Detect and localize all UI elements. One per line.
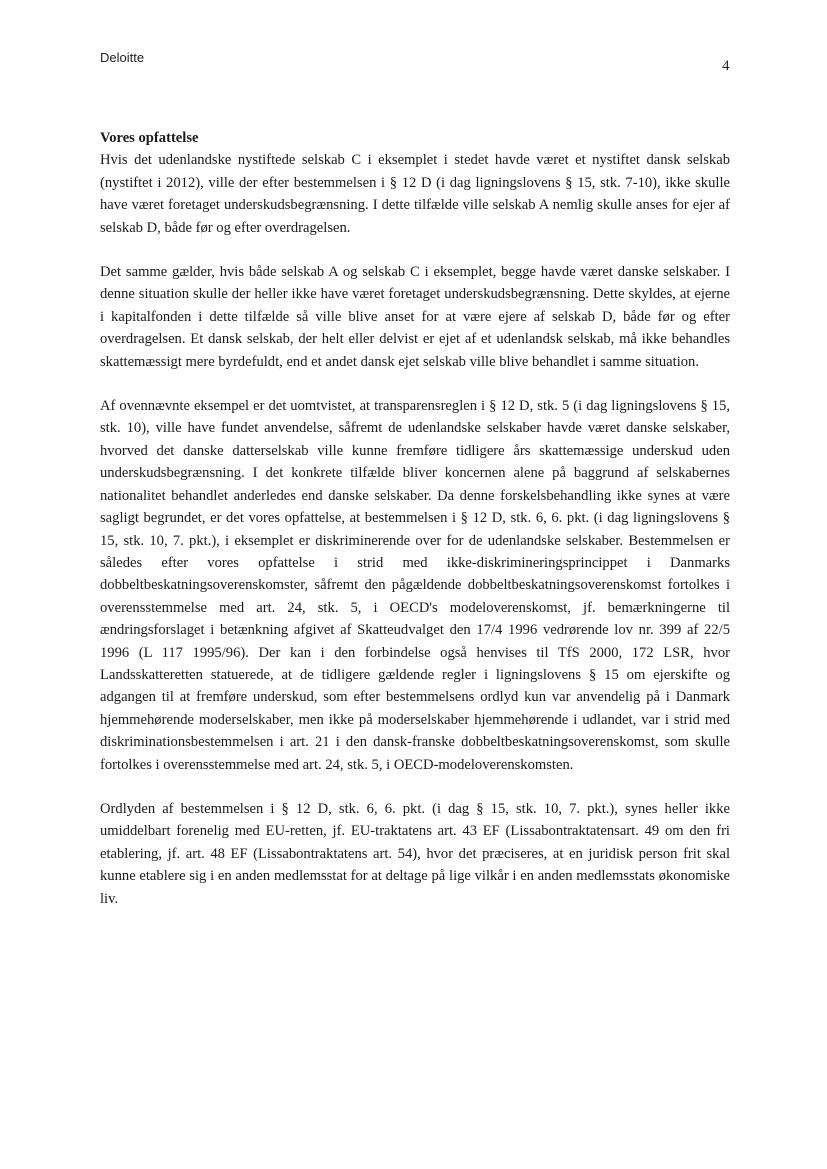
paragraph-1: Hvis det udenlandske nystiftede selskab C i eksemplet i stedet havde været et nystiftet dansk selskab (nystiftet i 2012), ville der efter bestemmelsen i § 12 D (i dag ligningslovens § 15, stk. 7-10), ikke skulle have været foretaget underskudsbegrænsning. I dette tilfælde ville selskab A nemlig skulle anses for ejer af selskab D, både før og efter overdragelsen. — [100, 152, 730, 236]
document-body — [100, 127, 730, 932]
paragraph-2: Det samme gælder, hvis både selskab A og selskab C i eksemplet, begge havde været danske selskaber. I denne situation skulle der heller ikke have været foretaget underskudsbegrænsning. Dette skyldes, at ejerne i kapitalfonden i dette tilfælde så ville blive anset for at være ejere af selskab D, både før og efter overdragelsen. Et dansk selskab, der helt eller delvist er ejet af et udenlandsk selskab, må ikke behandles skattemæssigt mere byrdefuldt, end et andet dansk ejet selskab ville blive behandlet i samme situation. — [100, 264, 730, 370]
page-number: 4 — [722, 58, 730, 74]
paragraph-3: Af ovennævnte eksempel er det uomtvistet, at transparensreglen i § 12 D, stk. 5 (i dag ligningslovens § 15, stk. 10), ville have fundet anvendelse, såfremt de udenlandske selskaber havde været danske selskaber, hvorved det danske datterselskab ville kunne fremføre tidligere års skattemæssige underskud uden underskudsbegrænsning. I det konkrete tilfælde bliver koncernen alene på baggrund af selskabernes nationalitet behandlet anderledes end danske selskaber. Da denne forskelsbehandling ikke synes at være sagligt begrundet, er det vores opfattelse, at bestemmelsen i § 12 D, stk. 6, 6. pkt. (i dag ligningslovens § 15, stk. 10, 7. pkt.), i eksemplet er diskriminerende over for de udenlandske selskaber. Bestemmelsen er således efter vores opfattelse i strid med ikke-diskrimineringsprincippet i Danmarks dobbeltbeskatningsoverenskomster, såfremt den pågældende dobbeltbeskatningsoverenskomst fortolkes i overensstemmelse med art. 24, stk. 5, i OECD's modeloverenskomst, jf. bemærkningerne til ændringsforslaget i betænkning afgivet af Skatteudvalget den 17/4 1996 vedrørende lov nr. 399 af 22/5 1996 (L 117 1995/96). Der kan i den forbindelse også henvises til TfS 2000, 172 LSR, hvor Landsskatteretten statuerede, at de tidligere gældende regler i ligningslovens § 15 om ejerskifte og adgangen til at fremføre underskud, som efter bestemmelsens ordlyd kun var anvendelig på i Danmark hjemmehørende moderselskaber, men ikke på moderselskaber hjemmehørende i udlandet, var i strid med diskriminationsbestemmelsen i art. 21 i den dansk-franske dobbeltbeskatningsoverenskomst, som skulle fortolkes i overensstemmelse med art. 24, stk. 5, i OECD-modeloverenskomsten. — [100, 398, 730, 773]
paragraph-4: Ordlyden af bestemmelsen i § 12 D, stk. 6, 6. pkt. (i dag § 15, stk. 10, 7. pkt.), synes heller ikke umiddelbart forenelig med EU-retten, jf. EU-traktatens art. 43 EF (Lissabontraktatensart. 49 om den fri etablering, jf. art. 48 EF (Lissabontraktatens art. 54), hvor det præciseres, at en juridisk person frit skal kunne etablere sig i en anden medlemsstat for at deltage på lige vilkår i en anden medlemsstats økonomiske liv. — [100, 800, 730, 907]
section-heading: Vores opfattelse — [100, 130, 199, 146]
header-brand: Deloitte — [100, 50, 145, 65]
